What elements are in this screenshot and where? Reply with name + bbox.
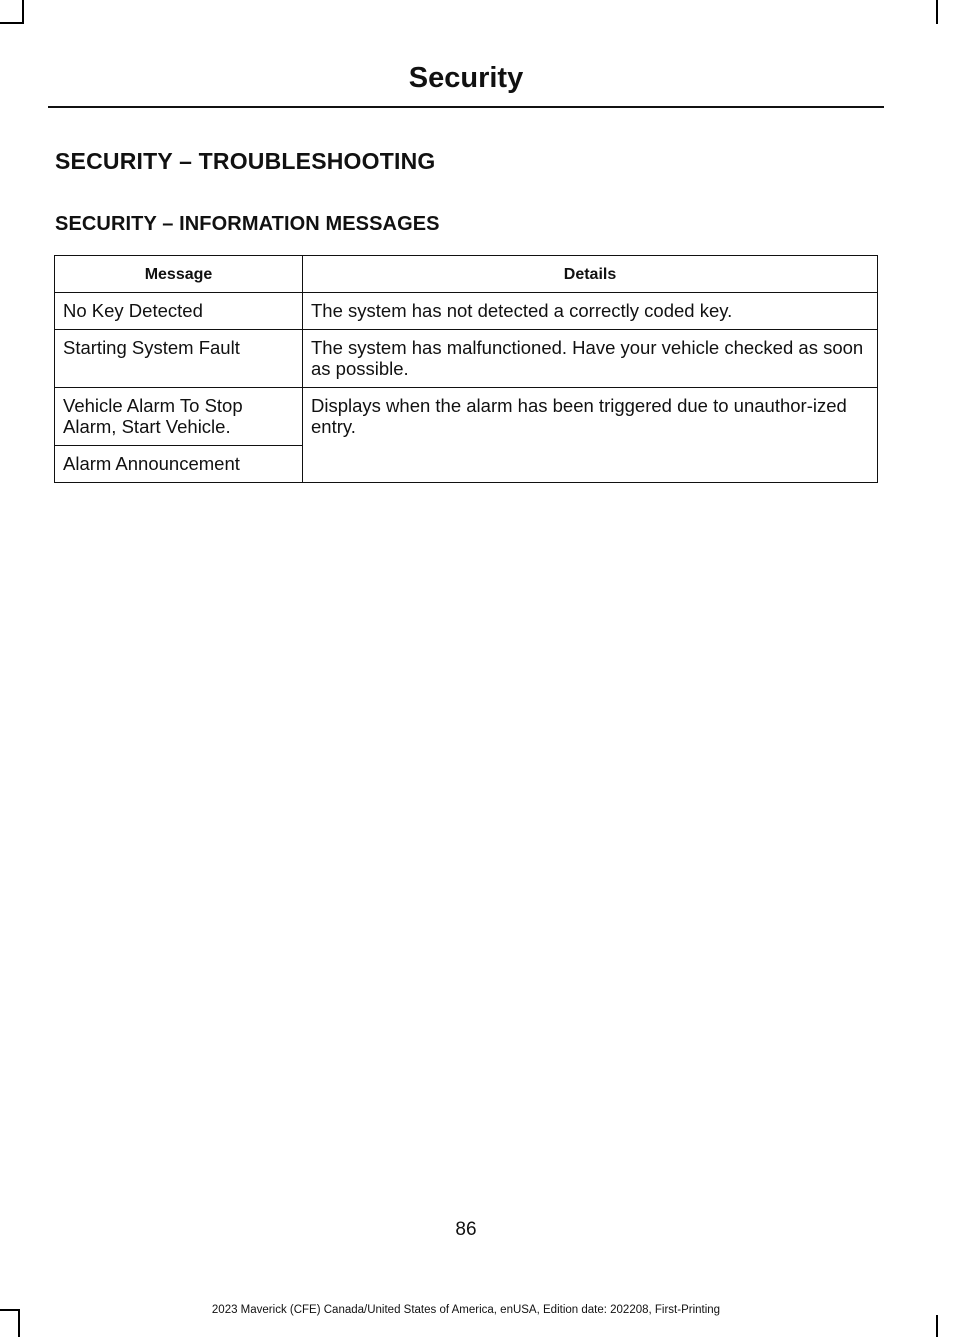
table-row	[55, 293, 878, 330]
crop-mark-top-right	[936, 0, 938, 24]
edition-footer: 2023 Maverick (CFE) Canada/United States of America, enUSA, Edition date: 202208, First-Printing	[211, 1304, 721, 1316]
message-cell: No Key Detected	[55, 293, 303, 330]
column-header-details: Details	[303, 256, 878, 293]
details-cell: Displays when the alarm has been triggered due to unauthor-ized entry.	[303, 388, 878, 483]
information-messages-table	[54, 255, 878, 483]
section-title: SECURITY – TROUBLESHOOTING	[55, 148, 436, 174]
table-row	[55, 330, 878, 388]
table-row	[55, 388, 878, 446]
message-cell: Vehicle Alarm To Stop Alarm, Start Vehicle.	[55, 388, 303, 446]
crop-mark-top-left	[22, 0, 24, 24]
details-cell: The system has not detected a correctly coded key.	[303, 293, 878, 330]
running-header-title: Security	[408, 62, 524, 94]
page-number: 86	[455, 1219, 477, 1240]
section-subtitle: SECURITY – INFORMATION MESSAGES	[55, 213, 440, 235]
crop-mark-bottom-right	[936, 1315, 938, 1337]
table-header-row	[55, 256, 878, 293]
details-cell: The system has malfunctioned. Have your vehicle checked as soon as possible.	[303, 330, 878, 388]
message-cell: Starting System Fault	[55, 330, 303, 388]
column-header-message: Message	[55, 256, 303, 293]
header-divider	[48, 106, 884, 108]
message-cell: Alarm Announcement	[55, 446, 303, 483]
crop-mark-top-left	[0, 22, 24, 24]
